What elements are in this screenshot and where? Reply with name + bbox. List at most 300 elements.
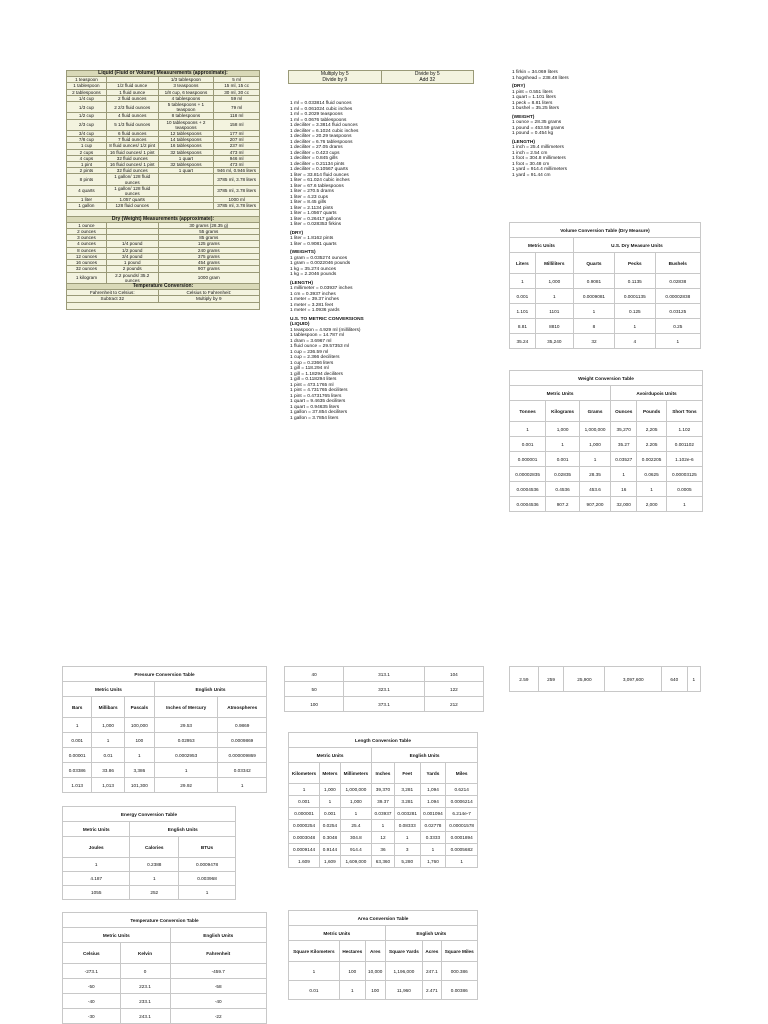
volume-cell: 0.125 [615,304,656,319]
liquid-cell: 8 fluid ounces/ 1/2 pint [106,143,158,149]
temperature-cell: -22 [170,1009,266,1024]
right-length-line: 1 yard = 914.4 millimeters [512,167,568,172]
energy-title: Energy Conversion Table [63,807,236,822]
temperature-continuation-table [284,666,484,712]
metric-weight-line: 1 kg = 35.274 ounces [290,266,337,272]
length-cell: 0.0000254 [289,820,320,832]
energy-cell: 1 [63,858,130,872]
liquid-cell: 30 ml, 30 cc [214,89,260,95]
energy-cell: 0.003968 [179,872,236,886]
right-length-lines [512,145,569,178]
area-col-header: Acres [423,941,441,962]
weight-row [510,467,703,482]
right-weight-line: 1 pound = 453.59 grams [512,125,565,131]
volume-conversion-table [509,222,701,349]
weight-row [510,497,703,512]
temperature-row [63,994,267,1009]
area-fragment-table [509,666,701,692]
liquid-cell: 1.057 quarts [106,197,158,203]
dry-table-title: Dry (Weight) Measurements (approximate): [67,216,260,222]
length-col-row [289,763,478,784]
volume-row [510,334,701,349]
pressure-row [63,748,267,763]
metric-line: 1 ml = 0.061024 cubic inches [290,106,353,112]
length-cell: 1,609 [320,856,341,868]
length-cell: 0.0006214 [446,796,478,808]
area-fragment-row [510,667,701,692]
area-cell: 000.386 [441,962,477,981]
us-liquid-line: 1 quart = 9.4635 deciliters [290,399,346,404]
right-top-line: 1 hogshead = 238.48 liters [512,75,569,81]
temperature-cell: 233.1 [120,994,170,1009]
energy-cell: 4.187 [63,872,130,886]
length-conversion-table [288,732,478,868]
volume-cell: 32 [573,334,614,349]
pressure-col-row [63,697,267,718]
liquid-row [67,102,260,113]
liquid-cell: 59 ml [214,95,260,101]
length-cell: 0.001 [289,796,320,808]
us-liquid-line: 1 tablespoon = 14.787 ml [290,333,345,338]
pressure-cell: 101,300 [124,778,154,793]
length-cell: 0.9144 [320,844,341,856]
metric-weight-line: 1 kg = 2.2046 pounds [290,272,337,277]
weight-cell: 0.0004536 [510,497,546,512]
metric-length-line: 1 meter = 39.37 inches [290,297,339,302]
volume-cell: 0.03125 [655,304,700,319]
temp-cont-cell: 50 [285,682,344,697]
length-cell: 1,000 [340,796,371,808]
length-cell: 5,280 [394,856,420,868]
area-group-other: English Units [385,926,477,941]
us-liquid-line: 1 cup = 236.59 ml [290,349,329,355]
length-cell: 1 [372,820,395,832]
length-group-other: English Units [372,748,478,763]
weight-group-other: Avoirdupois Units [611,386,703,401]
energy-cell: 0.0009478 [179,858,236,872]
liquid-row [67,174,260,185]
volume-cell: 1,000 [535,274,573,289]
length-cell: 0.03937 [372,808,395,820]
length-col-header: Millimeters [340,763,371,784]
weight-title-row [510,371,703,386]
weight-cell: 2.205 [637,437,666,452]
pressure-cell: 29.92 [154,778,218,793]
liquid-cell: 473 ml [214,162,260,168]
length-row [289,856,478,868]
energy-group-row [63,822,236,837]
weight-cell: 35,270 [611,422,637,437]
volume-cell: 0.1135 [615,274,656,289]
metric-dry-lines [290,236,364,247]
liquid-cell: 177 ml [214,131,260,137]
volume-cell: 8810 [535,319,573,334]
liquid-cell: 5 ml [214,77,260,83]
weight-cell: 453.6 [579,482,610,497]
dry-cell: 1000 gram [158,272,259,283]
pressure-col-header: Bars [63,697,92,718]
pressure-row [63,733,267,748]
energy-col-header: Calories [130,837,179,858]
us-liquid-line: 1 cup = 0.2366 liters [290,360,334,366]
us-liquid-lines [290,328,364,422]
volume-cell: 0.0009081 [573,289,614,304]
weight-row [510,482,703,497]
us-liquid-line: 1 gill = 1.18294 deciliters [290,371,343,377]
energy-col-header: Joules [63,837,130,858]
pressure-col-header: Atmospheres [218,697,267,718]
temperature-group-row [63,928,267,943]
weight-cell: 1 [546,437,580,452]
liquid-cell: 32 tablespoons [158,149,214,155]
volume-row [510,319,701,334]
metric-weight-line: 1 gram = 0.0022046 pounds [290,261,351,266]
pressure-cell: 0.0002953 [154,748,218,763]
length-col-header: Feet [394,763,420,784]
weight-cell: 1,000 [546,422,580,437]
temp-cont-row [285,697,484,712]
liquid-cell: 2 pints [67,168,107,174]
volume-cell: 0.001 [510,289,536,304]
temperature-conversion-table [62,912,267,1024]
weight-conversion-table [509,370,703,512]
metric-line: 1 liter = 4.23 cups [290,194,328,200]
liquid-cell: 4 fluid ounces [106,113,158,119]
temperature-cell: 0 [120,964,170,979]
weight-col-header: Short Tons [666,401,702,422]
us-liquid-line: 1 gallon = 3.7854 liters [290,415,339,421]
temp-conv-value-c2f: Multiply by 9 [158,296,259,302]
energy-col-header: BTUs [179,837,236,858]
volume-cell: 8.81 [510,319,536,334]
liquid-measurements-table [66,70,260,310]
temp-cont-cell: 104 [424,667,483,682]
length-cell: 0.3048 [320,832,341,844]
liquid-cell: 1/3 cup [67,102,107,113]
metric-line: 1 deciliter = 6.76 tablespoons [290,139,353,145]
weight-row [510,437,703,452]
weight-cell: 1.102e-6 [666,452,702,467]
weight-col-header: Tonnes [510,401,546,422]
pressure-group-row [63,682,267,697]
energy-group-metric: Metric Units [63,822,130,837]
length-cell: 0.0005682 [446,844,478,856]
metric-line: 1 deciliter = 0.10567 quarts [290,167,349,172]
energy-row [63,872,236,886]
pressure-cell: 1.013 [63,778,92,793]
length-cell: 0.3333 [420,832,446,844]
dry-cell: 30 grams (28.35 g) [158,222,259,228]
right-dry-line: 1 bushel = 35.25 liters [512,106,560,111]
energy-row [63,886,236,900]
weight-group-metric: Metric Units [510,386,611,401]
weight-row [510,452,703,467]
pressure-cell: 0.00001 [63,748,92,763]
liquid-cell: 4 quarts [67,185,107,196]
length-row [289,784,478,796]
right-length-line: 1 inch = 25.4 millimeters [512,145,564,150]
weight-cell: 0.0005 [666,482,702,497]
volume-cell: 1 [573,304,614,319]
temp-cont-cell: 313.1 [344,667,425,682]
us-to-metric-heading: U.S. TO METRIC CONVERSIONS [290,316,364,322]
metric-line: 1 liter = 0.028353 firkins [290,222,342,227]
weight-cell: 32,000 [611,497,637,512]
length-cell: 1,609,000 [340,856,371,868]
pressure-cell: 0.02953 [154,733,218,748]
metric-line: 1 liter = 67.6 tablespoons [290,183,344,189]
weight-cell: 907.2 [546,497,580,512]
volume-row [510,274,701,289]
metric-line: 1 deciliter = 0.845 gills [290,156,338,161]
liquid-cell: 14 tablespoons [158,137,214,143]
dry-cell: 1 pound [106,260,158,266]
liquid-cell: 1 pint [67,162,107,168]
volume-cell: 0.25 [655,319,700,334]
liquid-rows [67,77,260,209]
pressure-cell: 1,000 [92,718,124,733]
liquid-cell: 2 2/3 fluid ounces [106,102,158,113]
temperature-cell: -50 [63,979,121,994]
liquid-measurements-panel [66,70,260,310]
weight-col-header: Pounds [637,401,666,422]
weight-col-header: Kilograms [546,401,580,422]
length-cell: 0.000001 [289,808,320,820]
us-liquid-line: 1 fluid ounce = 29.57353 ml [290,344,350,349]
metric-length-lines [290,286,364,314]
right-top-line: 1 firkin = 34.069 liters [512,70,558,75]
pressure-cell: 0.03386 [63,763,92,778]
pressure-cell: 1 [218,778,267,793]
weight-cell: 1 [637,482,666,497]
dry-row [67,272,260,283]
area-col-header: Ares [365,941,385,962]
right-dry-line: 1 quart = 1.101 liters [512,95,556,100]
length-cell: 1 [394,832,420,844]
multiply-divide-box [288,70,474,84]
dry-cell: 32 ounces [67,266,107,272]
right-weight-line: 1 ounce = 28.35 grams [512,120,562,125]
weight-cell: 1 [666,497,702,512]
divide-by-5: Divide by 5 [414,71,440,77]
temp-cont-cell: 122 [424,682,483,697]
weight-cell: 0.001 [546,452,580,467]
liquid-cell: 1/2 cup [67,113,107,119]
temp-cont-row [285,682,484,697]
liquid-cell: 1 gallon/ 128 fluid ounces [106,174,158,185]
dry-cell: 55 grams [158,229,259,235]
temperature-cell: -459.7 [170,964,266,979]
temperature-row [63,1009,267,1024]
liquid-cell: 2/3 cup [67,119,107,130]
pressure-cell: 0.001 [63,733,92,748]
right-length-line: 1 foot = 304.8 millimeters [512,156,566,161]
length-cell: 1.609 [289,856,320,868]
pressure-col-header: Millibars [92,697,124,718]
liquid-cell: 16 tablespoons [158,143,214,149]
pressure-cell: 1 [154,763,218,778]
liquid-cell [158,174,214,185]
weight-cell: 1 [579,452,610,467]
liquid-cell: 1/8 cup, 6 teaspoons [158,89,214,95]
metric-line: 1 deciliter = 20.29 teaspoons [290,134,352,139]
volume-group-row [510,238,701,253]
us-liquid-line: 1 gallon = 37.854 deciliters [290,410,348,415]
area-col-header: Square Yards [385,941,423,962]
temp-conv-header-f2c: Fahrenheit to Celsius: [67,290,159,296]
volume-col-header: Bushels [655,253,700,274]
length-cell: 0.0254 [320,820,341,832]
right-dry-line: 1 pint = 0.551 liters [512,89,553,95]
dry-cell: 125 grams [158,241,259,247]
temperature-row [63,964,267,979]
pressure-cell: 100,000 [124,718,154,733]
pressure-group-metric: Metric Units [63,682,155,697]
pressure-cell: 0.03342 [218,763,267,778]
length-cell: 36 [372,844,395,856]
length-cell: 3 [394,844,420,856]
length-cell: 0.00001578 [446,820,478,832]
liquid-cell: 1/2 fluid ounce [106,83,158,89]
area-fragment-cell: 3,097,600 [605,667,662,692]
liquid-cell: 79 ml [214,102,260,113]
weight-cell: 28.35 [579,467,610,482]
us-liquid-line: 1 teaspoon = 4.929 ml (milliliters) [290,327,361,333]
liquid-cell: 1 gallon/ 128 fluid ounces [106,185,158,196]
volume-col-header: Liters [510,253,536,274]
length-cell: 1 [320,796,341,808]
weight-cell: 0.002205 [637,452,666,467]
liquid-cell: 2 cups [67,149,107,155]
weight-title: Weight Conversion Table [510,371,703,386]
dry-cell: 1 ounce [67,222,107,228]
area-group-metric: Metric Units [289,926,386,941]
temp-cont-cell: 40 [285,667,344,682]
metric-line: 1 liter = 0.26417 gallons [290,216,342,222]
weight-col-row [510,401,703,422]
length-cell: 914.4 [340,844,371,856]
length-cell: 0.001094 [420,808,446,820]
volume-row [510,289,701,304]
volume-cell: 0.00002838 [655,289,700,304]
liquid-cell: 12 tablespoons [158,131,214,137]
temperature-cell: -273.1 [63,964,121,979]
energy-cell: 0.2388 [130,858,179,872]
volume-title: Volume Conversion Table (Dry Measure) [510,223,701,238]
liquid-cell: 207 ml [214,137,260,143]
area-row [289,962,478,981]
liquid-row [67,119,260,130]
pressure-cell: 1 [92,733,124,748]
volume-group-metric: Metric Units [510,238,574,253]
metric-dry-line: 1 liter = 0.9081 quarts [290,241,337,247]
length-row [289,832,478,844]
temperature-cell: -58 [170,979,266,994]
length-group-row [289,748,478,763]
dry-cell: 2 ounces [67,229,107,235]
length-title: Length Conversion Table [289,733,478,748]
right-dry-heading: (DRY) [512,84,526,89]
length-col-header: Yards [420,763,446,784]
liquid-cell: 3785 ml, 3.78 liters [214,174,260,185]
liquid-cell: 32 fluid ounces [106,155,158,161]
area-fragment-cell: 640 [662,667,688,692]
weight-cell: 1.102 [666,422,702,437]
weight-cell: 0.4536 [546,482,580,497]
volume-cell: 0.02838 [655,274,700,289]
volume-cell: 8 [573,319,614,334]
right-dry-lines [512,90,569,112]
liquid-cell: 1000 ml [214,197,260,203]
area-col-row [289,941,478,962]
temperature-title-row [63,913,267,928]
metric-volume-lines [290,101,364,228]
pressure-cell: 3,386 [124,763,154,778]
area-fragment-cell: 259 [538,667,564,692]
weight-cell: 2,205 [637,422,666,437]
temperature-group-other: English Units [170,928,266,943]
liquid-cell: 5 1/3 fluid ounces [106,119,158,130]
volume-cell: 1 [510,274,536,289]
liquid-cell: 3 teaspoons [158,83,214,89]
weight-cell: 907,200 [579,497,610,512]
metric-length-heading: (LENGTH) [290,280,313,286]
volume-cell: 0.0001135 [615,289,656,304]
temp-conv-title: Temperature Conversion: [67,283,260,289]
us-liquid-line: 1 cup = 2.366 deciliters [290,355,340,360]
length-cell: 1,094 [420,784,446,796]
area-cell: 0.01 [289,981,340,1000]
liquid-cell: 5 tablespoons + 1 teaspoon [158,102,214,113]
volume-cell: 35.24 [510,334,536,349]
pressure-group-other: English Units [154,682,266,697]
metric-dry-line: 1 liter = 1.8162 pints [290,236,334,241]
length-group-metric: Metric Units [289,748,372,763]
liquid-cell: 4 tablespoons [158,95,214,101]
length-cell: 1.094 [420,796,446,808]
weight-cell: 0.03527 [611,452,637,467]
weight-cell: 0.0004536 [510,482,546,497]
liquid-cell: 1/3 tablespoon [158,77,214,83]
liquid-cell: 8 tablespoons [158,113,214,119]
length-row [289,820,478,832]
area-conversion-table [288,910,478,1000]
metric-length-line: 1 millimeter = 0.03937 inches [290,286,353,291]
liquid-cell: 128 fluid ounces [106,203,158,209]
liquid-cell: 2 fluid ounces [106,95,158,101]
length-cell: 3,281 [394,784,420,796]
area-col-header: Hectares [339,941,365,962]
volume-row [510,304,701,319]
length-cell: 63,360 [372,856,395,868]
right-dry-line: 1 peck = 8.81 liters [512,100,553,106]
energy-cell: 1 [130,872,179,886]
liquid-cell: 1 quart [158,168,214,174]
liquid-cell: 946 ml, 0.946 liters [214,168,260,174]
metric-length-line: 1 cm = 0.3937 inches [290,291,336,297]
right-top-lines [512,70,569,81]
right-length-line: 1 foot = 30.48 cm [512,161,550,167]
temp-cont-cell: 100 [285,697,344,712]
pressure-cell: 29.53 [154,718,218,733]
length-cell: 3.281 [394,796,420,808]
volume-cell: 35,240 [535,334,573,349]
pressure-title: Pressure Conversion Table [63,667,267,682]
liquid-cell: 1 cup [67,143,107,149]
dry-cell: 4 ounces [67,241,107,247]
pressure-cell: 1,013 [92,778,124,793]
liquid-cell: 6 fluid ounces [106,131,158,137]
